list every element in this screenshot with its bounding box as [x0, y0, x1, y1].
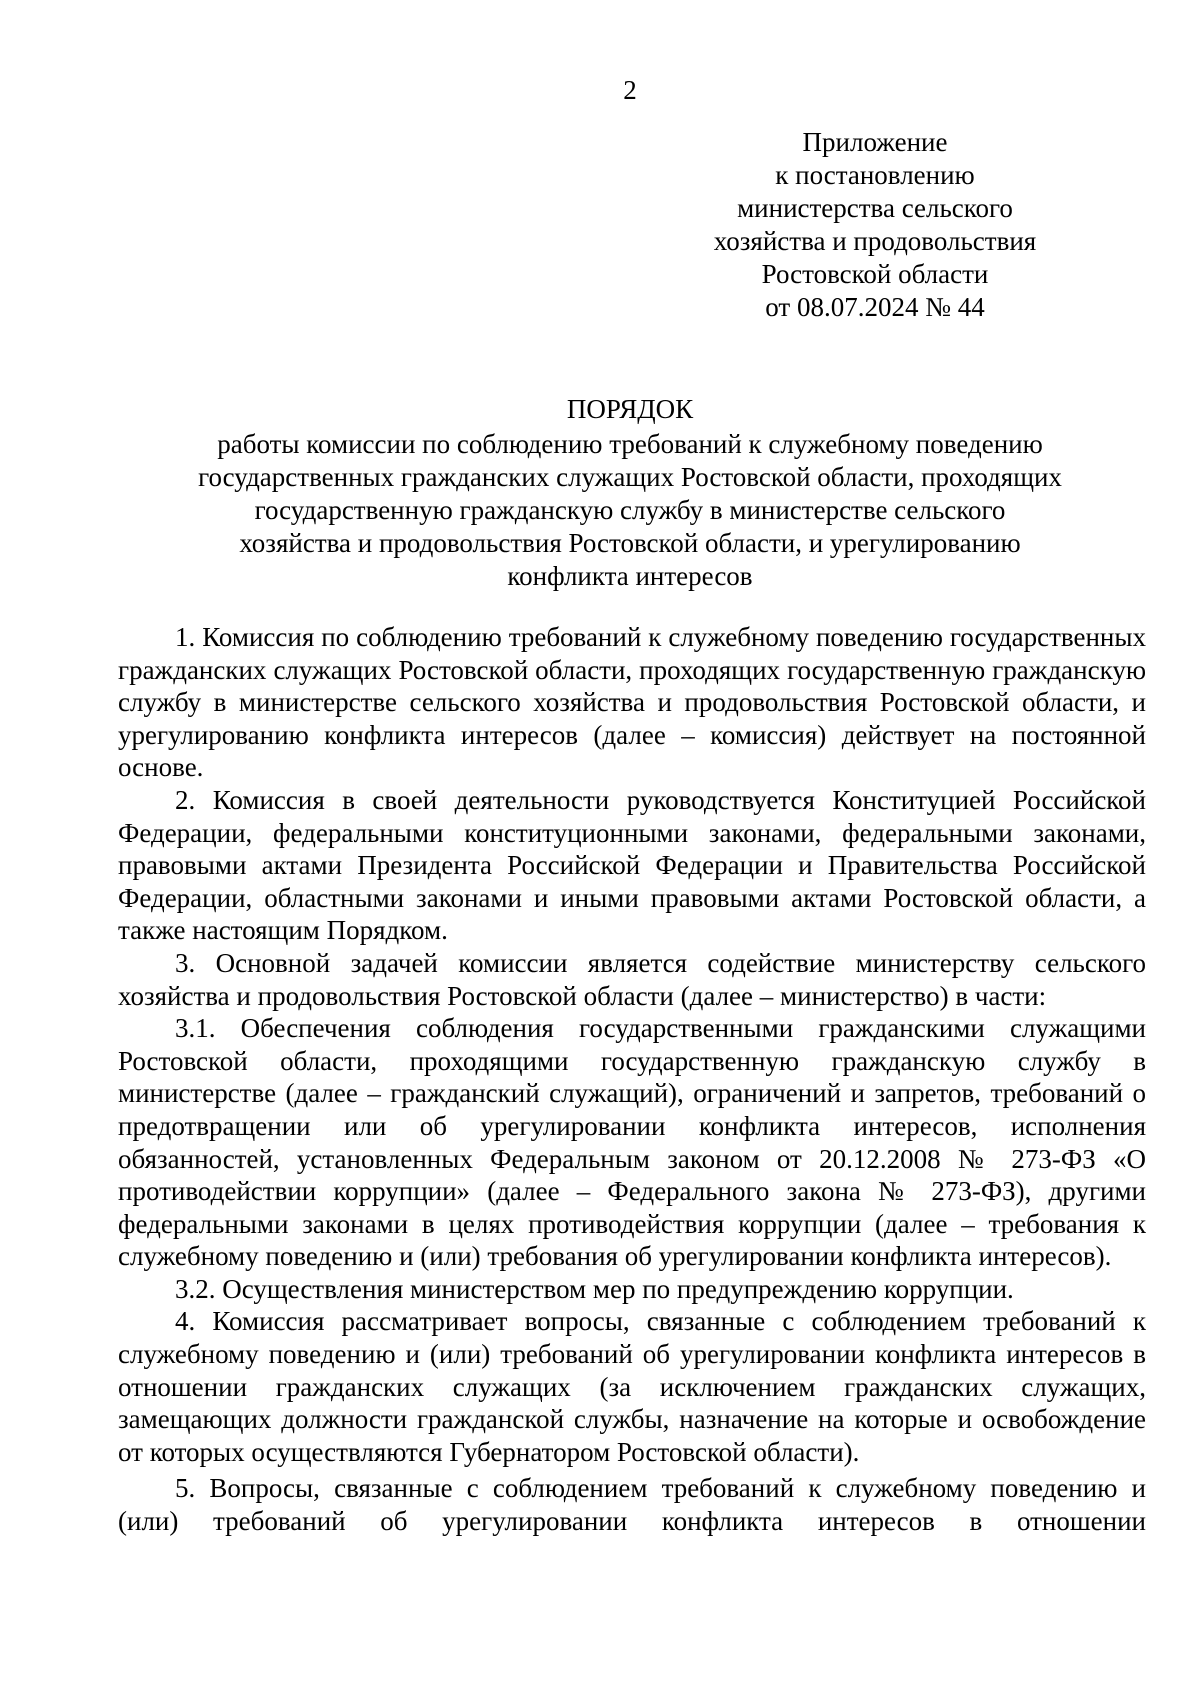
paragraph-4: 4. Комиссия рассматривает вопросы, связанные с соблюдением требований к служебному поведению и (или) требований об урегулировании конфликта интересов в отношении гражданских служащих (за исключением гражданских служащих, замещающих должности гражданской службы, назначение на которые и освобождение от которых осуществляются Губернатором Ростовской области).: [118, 1306, 1146, 1467]
appendix-block: [700, 126, 1050, 324]
document-body: [118, 621, 1146, 1538]
paragraph-3-2: 3.2. Осуществления министерством мер по предупреждению коррупции.: [175, 1273, 1014, 1304]
paragraph-5: 5. Вопросы, связанные с соблюдением требований к служебному поведению и (или) требований об урегулировании конфликта интересов в отношении: [118, 1473, 1146, 1537]
appendix-line: от 08.07.2024 № 44: [765, 292, 985, 322]
paragraph-1: 1. Комиссия по соблюдению требований к служебному поведению государственных гражданских служащих Ростовской области, проходящих государственную гражданскую службу в министерстве сельского хозяйства и продовольствия Ростовской области, и урегулированию конфликта интересов (далее – комиссия) действует на постоянной основе.: [118, 622, 1146, 783]
appendix-line: Приложение: [802, 127, 948, 157]
paragraph-3: 3. Основной задачей комиссии является содействие министерству сельского хозяйства и продовольствия Ростовской области (далее – министерство) в части:: [118, 947, 1146, 1011]
subtitle-line: работы комиссии по соблюдению требований к служебному поведению: [217, 429, 1043, 459]
subtitle-line: конфликта интересов: [507, 561, 753, 591]
subtitle-line: государственную гражданскую службу в министерстве сельского: [254, 495, 1006, 525]
appendix-line: хозяйства и продовольствия: [713, 226, 1037, 256]
appendix-line: к постановлению: [775, 160, 975, 190]
subtitle-line: хозяйства и продовольствия Ростовской области, и урегулированию: [239, 528, 1021, 558]
paragraph-2: 2. Комиссия в своей деятельности руководствуется Конституцией Российской Федерации, федеральными конституционными законами, федеральными законами, правовыми актами Президента Российской Федерации и Правительства Российской Федерации, областными законами и иными правовыми актами Ростовской области, а также настоящим Порядком.: [118, 784, 1146, 946]
document-subtitle: [118, 428, 1142, 593]
appendix-line: министерства сельского: [737, 193, 1013, 223]
paragraph-3-1: 3.1. Обеспечения соблюдения государственными гражданскими служащими Ростовской области, проходящими государственную гражданскую службу в министерстве (далее – гражданский служащий), ограничений и запретов, требований о предотвращении или об урегулировании конфликта интересов, исполнения обязанностей, установленных Федеральным законом от 20.12.2008 № 273-ФЗ «О противодействии коррупции» (далее – Федерального закона № 273-ФЗ), другими федеральными законами в целях противодействия коррупции (далее – требования к служебному поведению и (или) требования об урегулировании конфликта интересов).: [118, 1013, 1146, 1272]
page-number: 2: [623, 75, 637, 105]
appendix-line: Ростовской области: [761, 259, 989, 289]
document-title: ПОРЯДОК: [566, 394, 694, 424]
subtitle-line: государственных гражданских служащих Ростовской области, проходящих: [198, 462, 1062, 492]
